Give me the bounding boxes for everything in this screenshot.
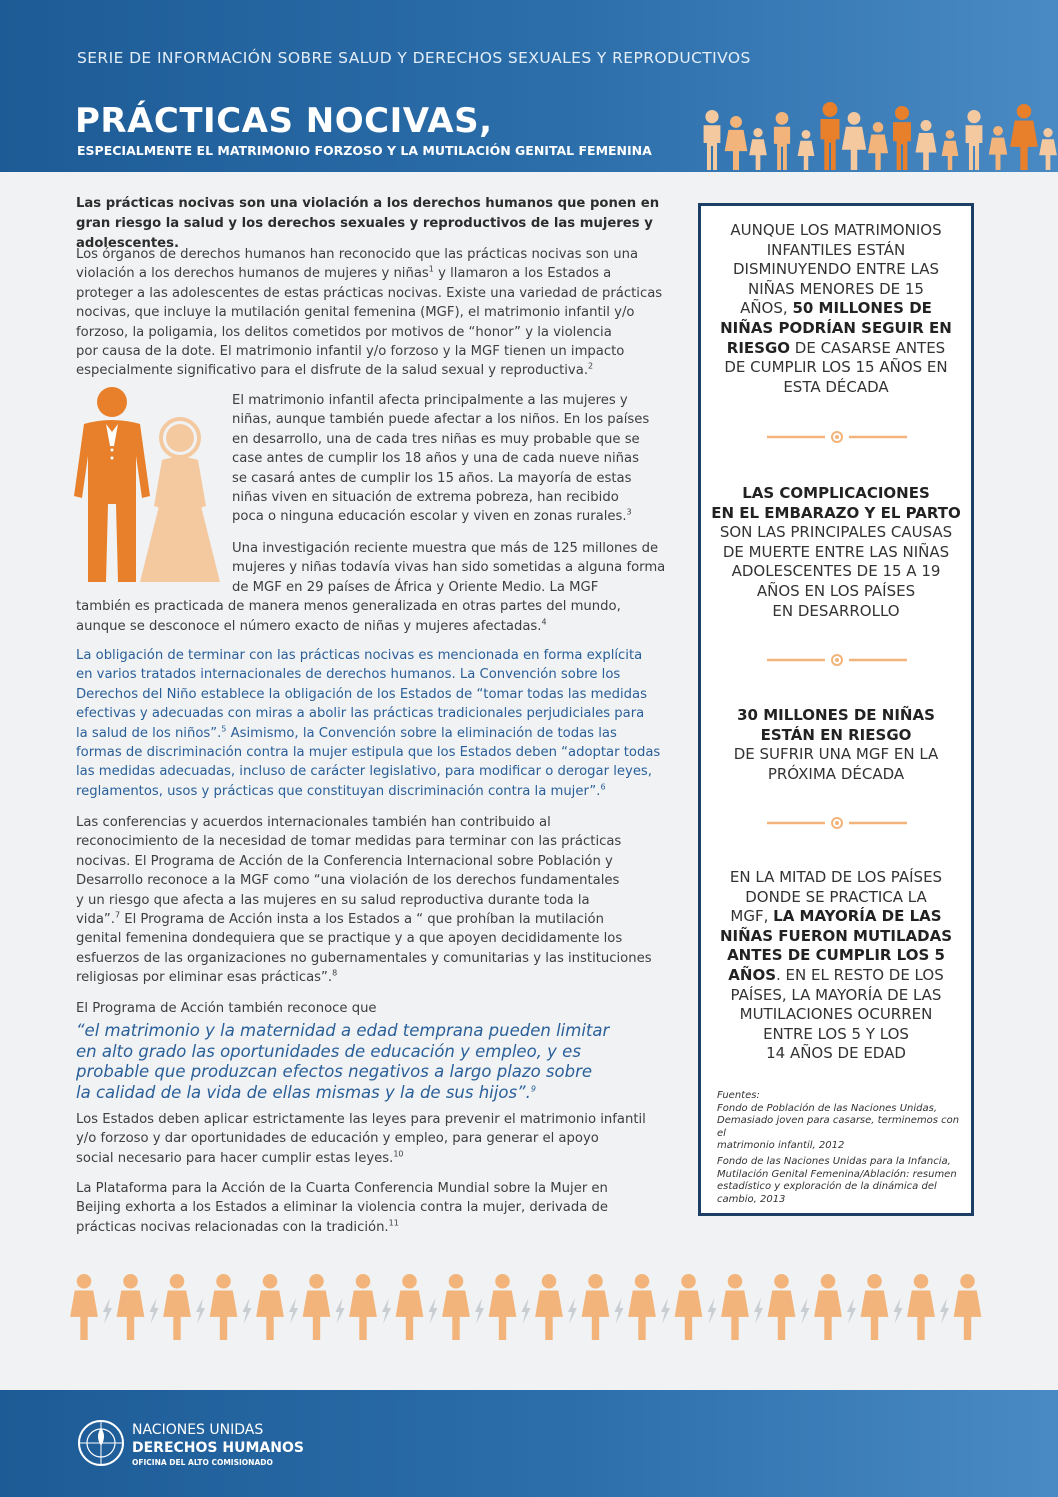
lightning-icon bbox=[615, 1298, 624, 1324]
sun-ornament-icon bbox=[767, 430, 907, 444]
lightning-icon bbox=[568, 1298, 577, 1324]
girl-icon bbox=[861, 1274, 889, 1340]
org-name-line2: DERECHOS HUMANOS bbox=[132, 1440, 304, 1456]
person-icon bbox=[966, 110, 983, 170]
person-icon bbox=[893, 106, 911, 170]
person-icon bbox=[774, 112, 790, 170]
girl-icon bbox=[349, 1274, 377, 1340]
person-icon bbox=[868, 122, 888, 170]
lightning-icon bbox=[475, 1298, 484, 1324]
paragraph-6: El Programa de Acción también reconoce que bbox=[76, 1001, 377, 1016]
org-name-line1: NACIONES UNIDAS bbox=[132, 1422, 264, 1438]
girl-icon bbox=[442, 1274, 470, 1340]
person-icon bbox=[1010, 104, 1038, 170]
lightning-icon bbox=[243, 1298, 252, 1324]
paragraph-8: La Plataforma para la Acción de la Cuarta Conferencia Mundial sobre la Mujer en Beijing exhorta a los Estados a eliminar la violencia contra la mujer, derivada de prácticas nocivas relacionadas con la tradición.$^{11}$ bbox=[76, 1181, 609, 1235]
lightning-icon bbox=[522, 1298, 531, 1324]
girl-icon bbox=[210, 1274, 238, 1340]
lightning-icon bbox=[801, 1298, 810, 1324]
lead-paragraph: Las prácticas nocivas son una violación a los derechos humanos que ponen en gran riesgo la salud y los derechos sexuales y reproductivos de las mujeres y adolescentes. bbox=[76, 196, 660, 251]
girl-icon bbox=[303, 1274, 331, 1340]
girl-icon bbox=[675, 1274, 703, 1340]
person-icon bbox=[842, 112, 866, 170]
girl-icon bbox=[535, 1274, 563, 1340]
paragraph-7: Los Estados deben aplicar estrictamente las leyes para prevenir el matrimonio infantil y/o forzoso y dar oportunidades de educación y empleo, para generar el apoyo social necesario para hacer cumplir estas leyes.$^{10}$ bbox=[76, 1112, 646, 1166]
fact-2: LAS COMPLICACIONES EN EL EMBARAZO Y EL PARTO SON LAS PRINCIPALES CAUSAS DE MUERTE ENTRE LAS NIÑAS ADOLESCENTES DE 15 A 19 AÑOS EN LOS PAÍSES EN DESARROLLO bbox=[711, 484, 961, 620]
girl-icon bbox=[582, 1274, 610, 1340]
series-title: SERIE DE INFORMACIÓN SOBRE SALUD Y DERECHOS SEXUALES Y REPRODUCTIVOS bbox=[77, 49, 751, 67]
facts-sidebar bbox=[698, 203, 974, 1216]
lightning-icon bbox=[103, 1298, 112, 1324]
people-group-icon bbox=[690, 94, 1058, 172]
lightning-icon bbox=[894, 1298, 903, 1324]
girl-icon bbox=[721, 1274, 749, 1340]
header-banner bbox=[0, 0, 1058, 172]
girl-icon bbox=[70, 1274, 98, 1340]
paragraph-1: Los órganos de derechos humanos han reconocido que las prácticas nocivas son una violación a los derechos humanos de mujeres y niñas$^1$ y llamaron a los Estados a proteger a las adolescentes de estas prácticas nocivas. Existe una variedad de prácticas nocivas, que incluye la mutilación genital femenina (MGF), el matrimonio infantil y/o forzoso, la poligamia, los delitos cometidos por motivos de “honor” y la violencia por causa de la dote. El matrimonio infantil y/o forzoso y la MGF tienen un impacto especialmente significativo para el disfrute de la salud sexual y reproductiva.$^2$ bbox=[76, 247, 663, 379]
sun-ornament-icon bbox=[767, 816, 907, 830]
girl-icon bbox=[907, 1274, 935, 1340]
lightning-icon bbox=[847, 1298, 856, 1324]
page-subtitle: ESPECIALMENTE EL MATRIMONIO FORZOSO Y LA MUTILACIÓN GENITAL FEMENINA bbox=[77, 143, 652, 158]
girl-icon bbox=[768, 1274, 796, 1340]
un-emblem-icon bbox=[76, 1418, 126, 1468]
fact-4: EN LA MITAD DE LOS PAÍSES DONDE SE PRACTICA LA MGF, LA MAYORÍA DE LAS NIÑAS FUERON MUTILADAS ANTES DE CUMPLIR LOS 5 AÑOS. EN EL RESTO DE LOS PAÍSES, LA MAYORÍA DE LAS MUTILACIONES OCURREN ENTRE LOS 5 Y LOS 14 AÑOS DE EDAD bbox=[719, 868, 953, 1063]
person-icon bbox=[989, 126, 1007, 170]
lightning-icon bbox=[708, 1298, 717, 1324]
lightning-icon bbox=[382, 1298, 391, 1324]
girl-icon bbox=[396, 1274, 424, 1340]
lightning-icon bbox=[429, 1298, 438, 1324]
fact-3: 30 MILLONES DE NIÑAS ESTÁN EN RIESGO DE SUFRIR UNA MGF EN LA PRÓXIMA DÉCADA bbox=[733, 706, 939, 783]
person-icon bbox=[749, 128, 767, 170]
girls-row-illustration bbox=[70, 1268, 990, 1344]
girl-icon bbox=[489, 1274, 517, 1340]
paragraph-3: Una investigación reciente muestra que más de 125 millones de mujeres y niñas todavía vivas han sido sometidas a alguna forma de MGF en 29 países de África y Oriente Medio. La MGF también es practicada de manera menos generalizada en otras partes del mundo, aunque se desconoce el número exacto de niñas y mujeres afectadas.$^4$ bbox=[76, 541, 666, 634]
person-icon bbox=[798, 130, 815, 170]
lightning-icon bbox=[661, 1298, 670, 1324]
fact-1: AUNQUE LOS MATRIMONIOS INFANTILES ESTÁN DISMINUYENDO ENTRE LAS NIÑAS MENORES DE 15 AÑOS, 50 MILLONES DE NIÑAS PODRÍAN SEGUIR EN RIESGO DE CASARSE ANTES DE CUMPLIR LOS 15 AÑOS EN ESTA DÉCADA bbox=[720, 221, 952, 396]
girl-icon bbox=[628, 1274, 656, 1340]
person-icon bbox=[916, 120, 937, 170]
paragraph-4-treaties: La obligación de terminar con las prácticas nocivas es mencionada en forma explícita en varios tratados internacionales de derechos humanos. La Convención sobre los Derechos del Niño establece la obligación de los Estados de “tomar todas las medidas efectivas y adecuadas con miras a abolir las prácticas tradicionales perjudiciales para la salud de los niños”.$^5$ Asimismo, la Convención sobre la eliminación de todas las formas de discriminación contra la mujer estipula que los Estados deben “adoptar todas las medidas adecuadas, incluso de carácter legislativo, para modificar o derogar leyes, reglamentos, usos y prácticas que constituyan discriminación contra la mujer”.$^6$ bbox=[76, 648, 661, 799]
person-icon bbox=[1039, 128, 1057, 170]
lightning-icon bbox=[289, 1298, 298, 1324]
paragraph-2: El matrimonio infantil afecta principalmente a las mujeres y niñas, aunque también puede afectar a los niños. En los países en desarrollo, una de cada tres niñas es muy probable que se case antes de cumplir los 18 años y una de cada nueve niñas se casará antes de cumplir los 15 años. La mayoría de estas niñas viven en situación de extrema pobreza, han recibido poca o ninguna educación escolar y viven en zonas rurales.$^3$ bbox=[232, 393, 650, 525]
quote-block: “el matrimonio y la maternidad a edad temprana pueden limitar en alto grado las oportunidades de educación y empleo, y es probable que produzcan efectos negativos a largo plazo sobre la calidad de la vida de ellas mismas y la de sus hijos”.$^9$ bbox=[76, 1021, 610, 1102]
girl-icon bbox=[256, 1274, 284, 1340]
girl-icon bbox=[814, 1274, 842, 1340]
sources-block: Fuentes: Fondo de Población de las Naciones Unidas, Demasiado joven para casarse, terminemos con el matrimonio infantil, 2012 Fondo de las Naciones Unidas para la Infancia, Mutilación Genital Femenina/Ablación: resumen estadístico y exploración de la dinámica del cambio, 2013 bbox=[717, 1090, 960, 1205]
lightning-icon bbox=[336, 1298, 345, 1324]
lightning-icon bbox=[150, 1298, 159, 1324]
person-icon bbox=[725, 116, 748, 170]
girl-icon bbox=[163, 1274, 191, 1340]
lightning-icon bbox=[754, 1298, 763, 1324]
girl-icon bbox=[117, 1274, 145, 1340]
person-icon bbox=[820, 102, 839, 170]
girl-icon bbox=[954, 1274, 982, 1340]
sun-ornament-icon bbox=[767, 653, 907, 667]
lightning-icon bbox=[196, 1298, 205, 1324]
person-icon bbox=[942, 130, 959, 170]
person-icon bbox=[704, 110, 721, 170]
lightning-icon bbox=[940, 1298, 949, 1324]
org-name-line3: OFICINA DEL ALTO COMISIONADO bbox=[132, 1458, 273, 1467]
page-title: PRÁCTICAS NOCIVAS, bbox=[75, 101, 493, 141]
paragraph-5: Las conferencias y acuerdos internacionales también han contribuido al reconocimiento de la necesidad de tomar medidas para terminar con las prácticas nocivas. El Programa de Acción de la Conferencia Internacional sobre Población y Desarrollo reconoce a la MGF como “una violación de los derechos fundamentales y un riesgo que afecta a las mujeres en su salud reproductiva durante toda la vida”.$^7$ El Programa de Acción insta a los Estados a “ que prohíban la mutilación genital femenina dondequiera que se practique y a que apoyen decididamente los esfuerzos de las organizaciones no gubernamentales y comunitarias y las instituciones religiosas por eliminar esas prácticas”.$^8$ bbox=[76, 815, 652, 986]
